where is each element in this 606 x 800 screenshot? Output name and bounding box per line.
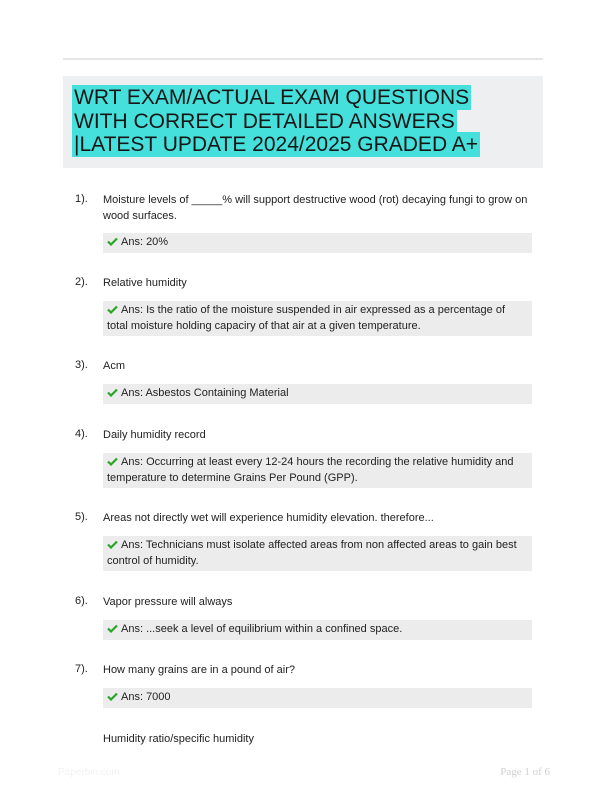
watermark-text: Paperbin.com (58, 767, 120, 778)
check-icon (107, 237, 118, 246)
question-text: Vapor pressure will always (103, 596, 233, 608)
answer-box (103, 453, 532, 488)
question-number: 5). (75, 511, 88, 523)
question-number: 7). (75, 663, 88, 675)
question-text: Moisture levels of _____% will support destructive wood (rot) decaying fungi to grow on wood surfaces. (103, 194, 528, 222)
answer-text: Ans: Asbestos Containing Material (121, 387, 289, 399)
question-number: 4). (75, 428, 88, 440)
question-text: How many grains are in a pound of air? (103, 664, 295, 676)
answer-box (103, 688, 532, 708)
question-number: 1). (75, 193, 88, 205)
check-icon (107, 692, 118, 701)
answer-box (103, 301, 532, 336)
answer-text: Ans: Is the ratio of the moisture suspended in air expressed as a percentage of total moisture holding capaciry of that air at a given temperature. (107, 304, 506, 332)
page-number: Page 1 of 6 (500, 766, 550, 778)
answer-box (103, 620, 532, 640)
answer-text: Ans: Technicians must isolate affected areas from non affected areas to gain best control of humidity. (107, 539, 517, 567)
answer-text: Ans: 7000 (121, 691, 171, 703)
title-box (63, 76, 543, 168)
question-text: Humidity ratio/specific humidity (103, 733, 254, 745)
question-text: Daily humidity record (103, 429, 206, 441)
check-icon (107, 388, 118, 397)
question-text: Acm (103, 360, 125, 372)
answer-box (103, 233, 532, 253)
check-icon (107, 457, 118, 466)
answer-box (103, 536, 532, 571)
top-divider (63, 58, 543, 60)
answer-text: Ans: 20% (121, 236, 169, 248)
question-number: 3). (75, 359, 88, 371)
page-title-text: WRT EXAM/ACTUAL EXAM QUESTIONS WITH CORRECT DETAILED ANSWERS |LATEST UPDATE 2024/2025 GRADED A+ (74, 86, 479, 156)
answer-text: Ans: Occurring at least every 12-24 hours the recording the relative humidity and temperature to determine Grains Per Pound (GPP). (107, 456, 514, 484)
check-icon (107, 305, 118, 314)
question-text: Areas not directly wet will experience humidity elevation. therefore... (103, 512, 434, 524)
answer-box (103, 384, 532, 404)
question-text: Relative humidity (103, 277, 187, 289)
check-icon (107, 624, 118, 633)
question-number: 6). (75, 595, 88, 607)
check-icon (107, 540, 118, 549)
page-title (72, 86, 527, 157)
answer-text: Ans: ...seek a level of equilibrium within a confined space. (121, 623, 403, 635)
question-number: 2). (75, 276, 88, 288)
